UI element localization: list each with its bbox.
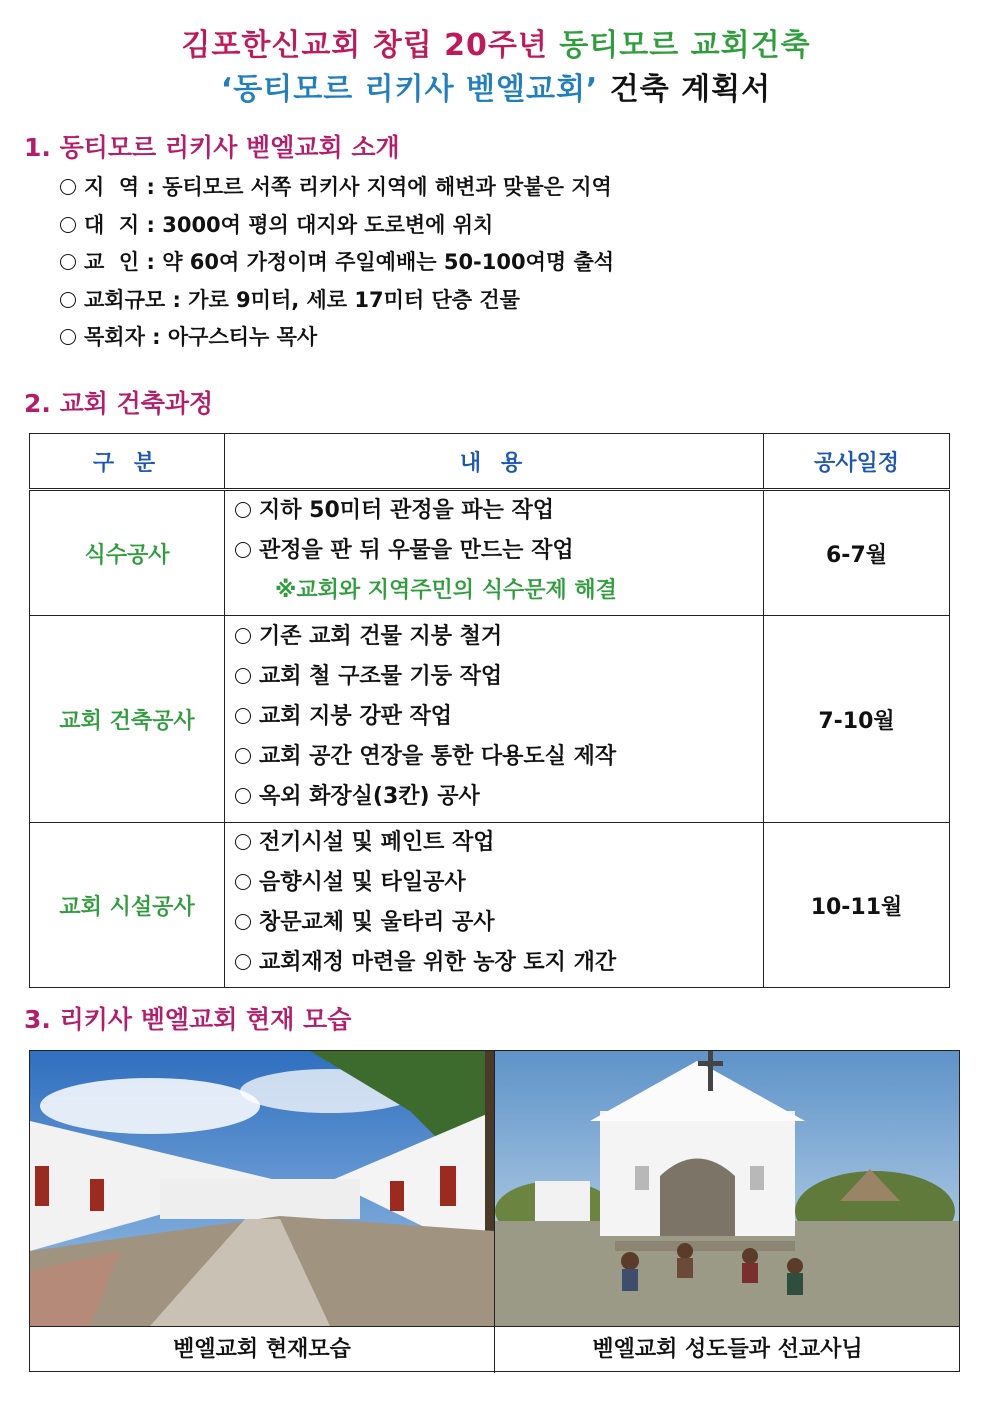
- circle-bullet-icon: [235, 914, 251, 930]
- list-item: 목회자 : 아구스티누 목사: [60, 322, 614, 360]
- category-cell: 식수공사: [30, 490, 225, 616]
- circle-bullet-icon: [60, 217, 76, 233]
- title-church-name: ‘동티모르 리키사 벧엘교회’: [220, 72, 599, 107]
- circle-bullet-icon: [235, 874, 251, 890]
- schedule-cell: 7-10월: [764, 616, 950, 823]
- column-header-content: 내 용: [225, 434, 764, 490]
- table-row: [30, 823, 950, 988]
- circle-bullet-icon: [235, 542, 251, 558]
- content-cell: 지하 50미터 관정을 파는 작업 관정을 판 뒤 우물을 만드는 작업 ※교회와 지역주민의 식수문제 해결: [225, 490, 764, 616]
- column-header-category: 구 분: [30, 434, 225, 490]
- list-item: 지 역 : 동티모르 서쪽 리키사 지역에 해변과 맞붙은 지역: [60, 172, 614, 210]
- table-header-row: [30, 434, 950, 490]
- table-row: [30, 490, 950, 616]
- schedule-cell: 6-7월: [764, 490, 950, 616]
- circle-bullet-icon: [235, 954, 251, 970]
- photo-caption: 벧엘교회 성도들과 선교사님: [495, 1326, 960, 1373]
- list-item: 교 인 : 약 60여 가정이며 주일예배는 50-100여명 출석: [60, 247, 614, 285]
- content-cell: 기존 교회 건물 지붕 철거 교회 철 구조물 기둥 작업 교회 지붕 강판 작업 교회 공간 연장을 통한 다용도실 제작 옥외 화장실(3칸) 공사: [225, 616, 764, 823]
- circle-bullet-icon: [235, 788, 251, 804]
- church-congregation-image: [495, 1051, 959, 1326]
- section3-heading: 3. 리키사 벧엘교회 현재 모습: [24, 1005, 352, 1034]
- category-cell: 교회 건축공사: [30, 616, 225, 823]
- church-interior-image: [30, 1051, 494, 1326]
- circle-bullet-icon: [235, 708, 251, 724]
- schedule-cell: 10-11월: [764, 823, 950, 988]
- content-cell: 전기시설 및 페인트 작업 음향시설 및 타일공사 창문교체 및 울타리 공사 교회재정 마련을 위한 농장 토지 개간: [225, 823, 764, 988]
- circle-bullet-icon: [60, 254, 76, 270]
- circle-bullet-icon: [235, 628, 251, 644]
- circle-bullet-icon: [235, 834, 251, 850]
- circle-bullet-icon: [60, 329, 76, 345]
- circle-bullet-icon: [235, 502, 251, 518]
- circle-bullet-icon: [235, 668, 251, 684]
- note-text: ※교회와 지역주민의 식수문제 해결: [275, 578, 617, 603]
- category-cell: 교회 시설공사: [30, 823, 225, 988]
- section2-heading: 2. 교회 건축과정: [24, 389, 214, 418]
- document-title-line2: [0, 64, 992, 108]
- list-item: 교회규모 : 가로 9미터, 세로 17미터 단층 건물: [60, 285, 614, 323]
- list-item: 대 지 : 3000여 평의 대지와 도로변에 위치: [60, 210, 614, 248]
- church-interior-photo: [30, 1051, 495, 1326]
- circle-bullet-icon: [60, 179, 76, 195]
- document-title-line1: [0, 20, 992, 64]
- title-church-anniversary: 김포한신교회 창립 20주년: [181, 28, 560, 63]
- table-row: [30, 616, 950, 823]
- title-plan: 건축 계획서: [598, 72, 772, 107]
- church-congregation-photo: [495, 1051, 959, 1326]
- circle-bullet-icon: [235, 748, 251, 764]
- column-header-schedule: 공사일정: [764, 434, 950, 490]
- photo-caption: 벧엘교회 현재모습: [30, 1326, 495, 1373]
- church-intro-list: [60, 172, 614, 360]
- church-photos: [29, 1050, 960, 1372]
- construction-plan-table: [29, 433, 950, 988]
- title-project: 동티모르 교회건축: [559, 28, 811, 63]
- section1-heading: 1. 동티모르 리키사 벧엘교회 소개: [24, 133, 400, 162]
- circle-bullet-icon: [60, 292, 76, 308]
